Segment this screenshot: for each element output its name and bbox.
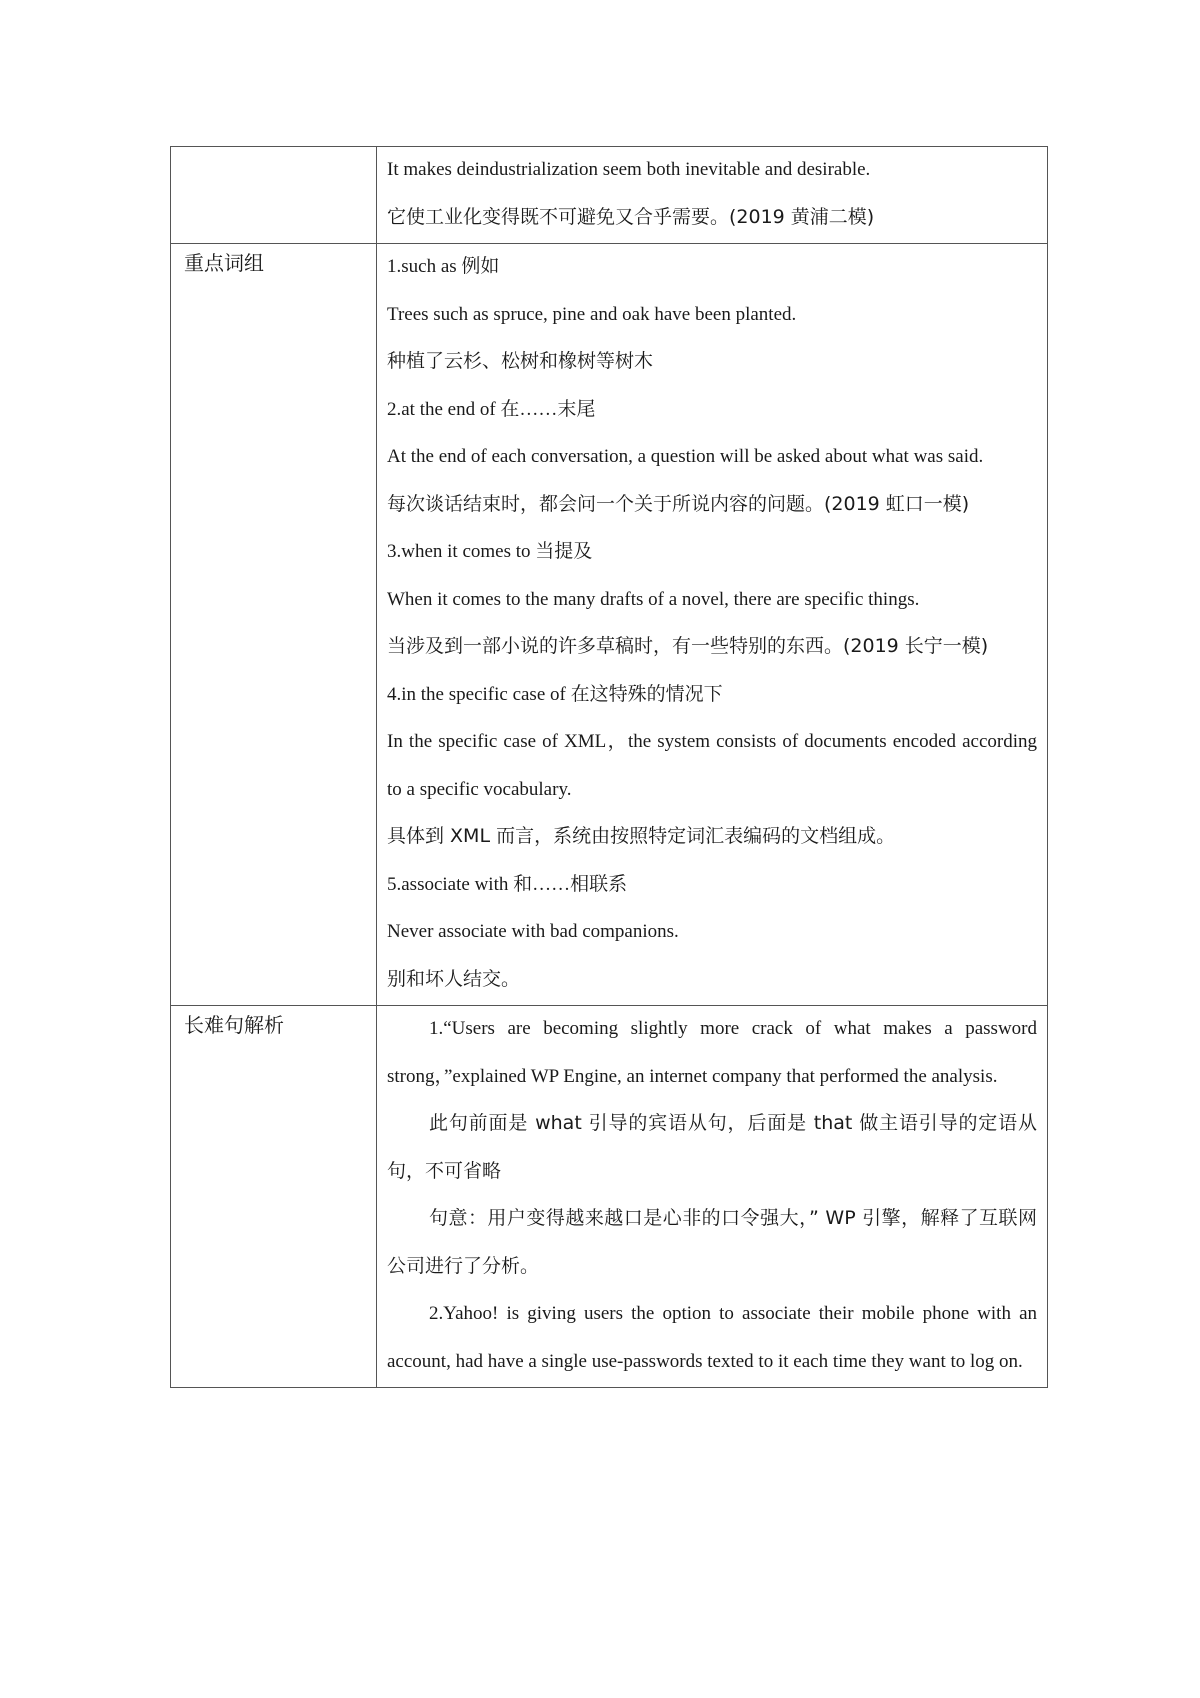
- sentence-meaning: 句意：用户变得越来越口是心非的口令强大，” WP 引擎，解释了互联网公司进行了分析。: [387, 1207, 1037, 1277]
- row-label-key-phrases: 重点词组: [184, 253, 264, 275]
- phrase-heading: 4.in the specific case of 在这特殊的情况下: [387, 683, 723, 705]
- example-sentence: In the specific case of XML，the system consists of documents encoded according to a specific vocabulary.: [387, 731, 1037, 800]
- phrase-heading: 3.when it comes to 当提及: [387, 541, 593, 562]
- example-sentence: At the end of each conversation, a question will be asked about what was said.: [387, 446, 984, 467]
- row-label-cell: [171, 147, 377, 244]
- example-sentence: When it comes to the many drafts of a novel, there are specific things.: [387, 588, 920, 610]
- row-label-cell: [171, 1006, 377, 1388]
- translation-sentence: 当涉及到一部小说的许多草稿时，有一些特别的东西。(2019 长宁一模): [387, 635, 989, 657]
- translation-sentence: 每次谈话结束时，都会问一个关于所说内容的问题。(2019 虹口一模): [387, 492, 970, 515]
- phrase-heading: 5.associate with 和……相联系: [387, 873, 628, 895]
- content-table: [170, 146, 1048, 1388]
- example-sentence: Trees such as spruce, pine and oak have been planted.: [387, 303, 797, 325]
- long-sentence: 2.Yahoo! is giving users the option to associate their mobile phone with an account, had have a single use-passwords texted to it each time they want to log on.: [387, 1303, 1037, 1372]
- translation-sentence: 别和坏人结交。: [387, 967, 521, 990]
- table-row: [171, 1006, 1048, 1388]
- translation-sentence: 它使工业化变得既不可避免又合乎需要。(2019 黄浦二模): [387, 205, 875, 228]
- example-sentence: It makes deindustrialization seem both inevitable and desirable.: [387, 159, 871, 180]
- phrase-heading: 2.at the end of 在……末尾: [387, 398, 596, 420]
- translation-sentence: 具体到 XML 而言，系统由按照特定词汇表编码的文档组成。: [387, 825, 896, 847]
- example-sentence: Never associate with bad companions.: [387, 921, 679, 942]
- translation-sentence: 种植了云杉、松树和橡树等树木: [387, 350, 654, 372]
- table-row: [171, 147, 1048, 244]
- row-content-cell: [377, 1006, 1048, 1388]
- table-row: [171, 244, 1048, 1006]
- row-label-sentence-analysis: 长难句解析: [184, 1015, 284, 1037]
- row-content-cell: [377, 147, 1048, 244]
- analysis-text: 此句前面是 what 引导的宾语从句，后面是 that 做主语引导的定语从句，不可省略: [387, 1112, 1037, 1182]
- phrase-heading: 1.such as 例如: [387, 256, 500, 277]
- row-label-cell: [171, 244, 377, 1006]
- row-content-cell: [377, 244, 1048, 1006]
- long-sentence: 1.“Users are becoming slightly more crack of what makes a password strong，”explained WP Engine, an internet company that performed the analysis.: [387, 1018, 1037, 1087]
